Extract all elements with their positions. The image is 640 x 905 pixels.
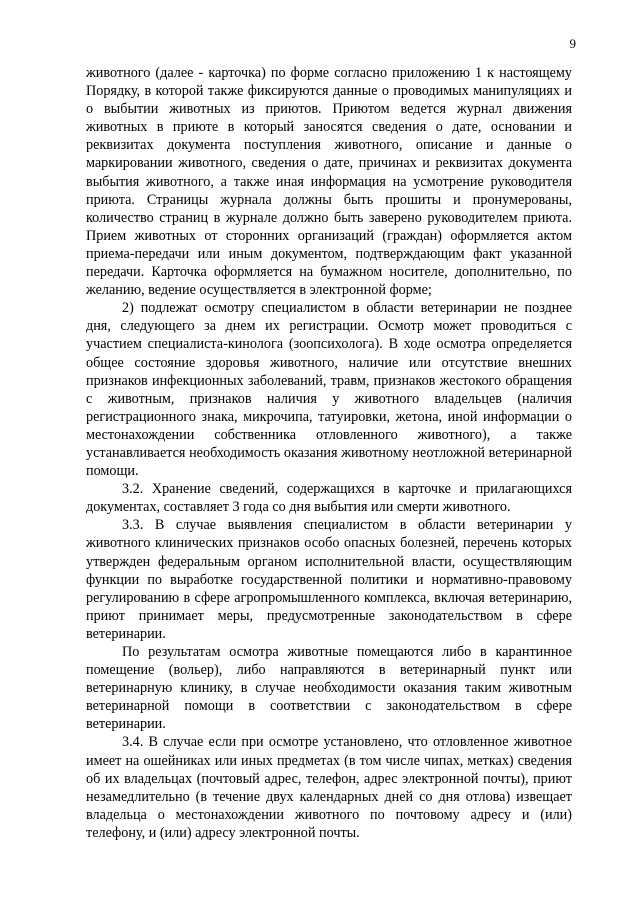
paragraph-3-3-dangerous-diseases: 3.3. В случае выявления специалистом в области ветеринарии у животного клинических признаков особо опасных болезней, перечень которых утвержден федеральным органом исполнительной власти, осуществляющим функции по выработке государственной политики и нормативно-правовому регулированию в сфере агропромышленного комплекса, включая ветеринарию, приют принимает меры, предусмотренные законодательством в сфере ветеринарии. xyxy=(86,517,572,642)
paragraph-animal-card: животного (далее - карточка) по форме согласно приложению 1 к настоящему Порядку, в которой также фиксируются данные о проводимых манипуляциях и о выбытии животных из приютов. Приютом ведется журнал движения животных в приюте в который заносятся сведения о дате, основании и реквизитах документа поступления животного, описание и данные о маркировании животного, сведения о дате, причинах и реквизитах документа выбытия животного, а также иная информация на усмотрение руководителя приюта. Страницы журнала должны быть прошиты и пронумерованы, количество страниц в журнале должно быть заверено руководителем приюта. Прием животных от сторонних организаций (граждан) оформляется актом приема-передачи или иным документом, подтверждающим факт указанной передачи. Карточка оформляется на бумажном носителе, дополнительно, по желанию, ведение осуществляется в электронной форме; xyxy=(86,65,572,299)
document-body xyxy=(86,64,572,842)
paragraph-vet-inspection: 2) подлежат осмотру специалистом в области ветеринарии не позднее дня, следующего за днем их регистрации. Осмотр может проводиться с участием специалиста-кинолога (зоопсихолога). В ходе осмотра определяется общее состояние здоровья животного, наличие или отсутствие внешних признаков инфекционных заболеваний, травм, признаков жестокого обращения с животным, признаков наличия у животного владельцев (наличия регистрационного знака, микрочипа, татуировки, жетона, иной информации о местонахождении собственника отловленного животного), а также устанавливается необходимость оказания животному неотложной ветеринарной помощи. xyxy=(86,300,572,480)
paragraph-3-4-owner-notification: 3.4. В случае если при осмотре установлено, что отловленное животное имеет на ошейниках или иных предметах (в том числе чипах, метках) сведения об их владельцах (почтовый адрес, телефон, адрес электронной почты), приют незамедлительно (в течение двух календарных дней со дня отлова) извещает владельца о местонахождении животного по почтовому адресу и (или) телефону, и (или) адресу электронной почты. xyxy=(86,734,572,841)
paragraph-quarantine: По результатам осмотра животные помещаются либо в карантинное помещение (вольер), либо направляются в ветеринарный пункт или ветеринарную клинику, в случае необходимости оказания таким животным ветеринарной помощи в соответствии с законодательством в сфере ветеринарии. xyxy=(86,644,572,733)
paragraph-3-2-storage: 3.2. Хранение сведений, содержащихся в карточке и прилагающихся документах, составляет 3 года со дня выбытия или смерти животного. xyxy=(86,481,572,516)
page-number: 9 xyxy=(569,36,576,51)
